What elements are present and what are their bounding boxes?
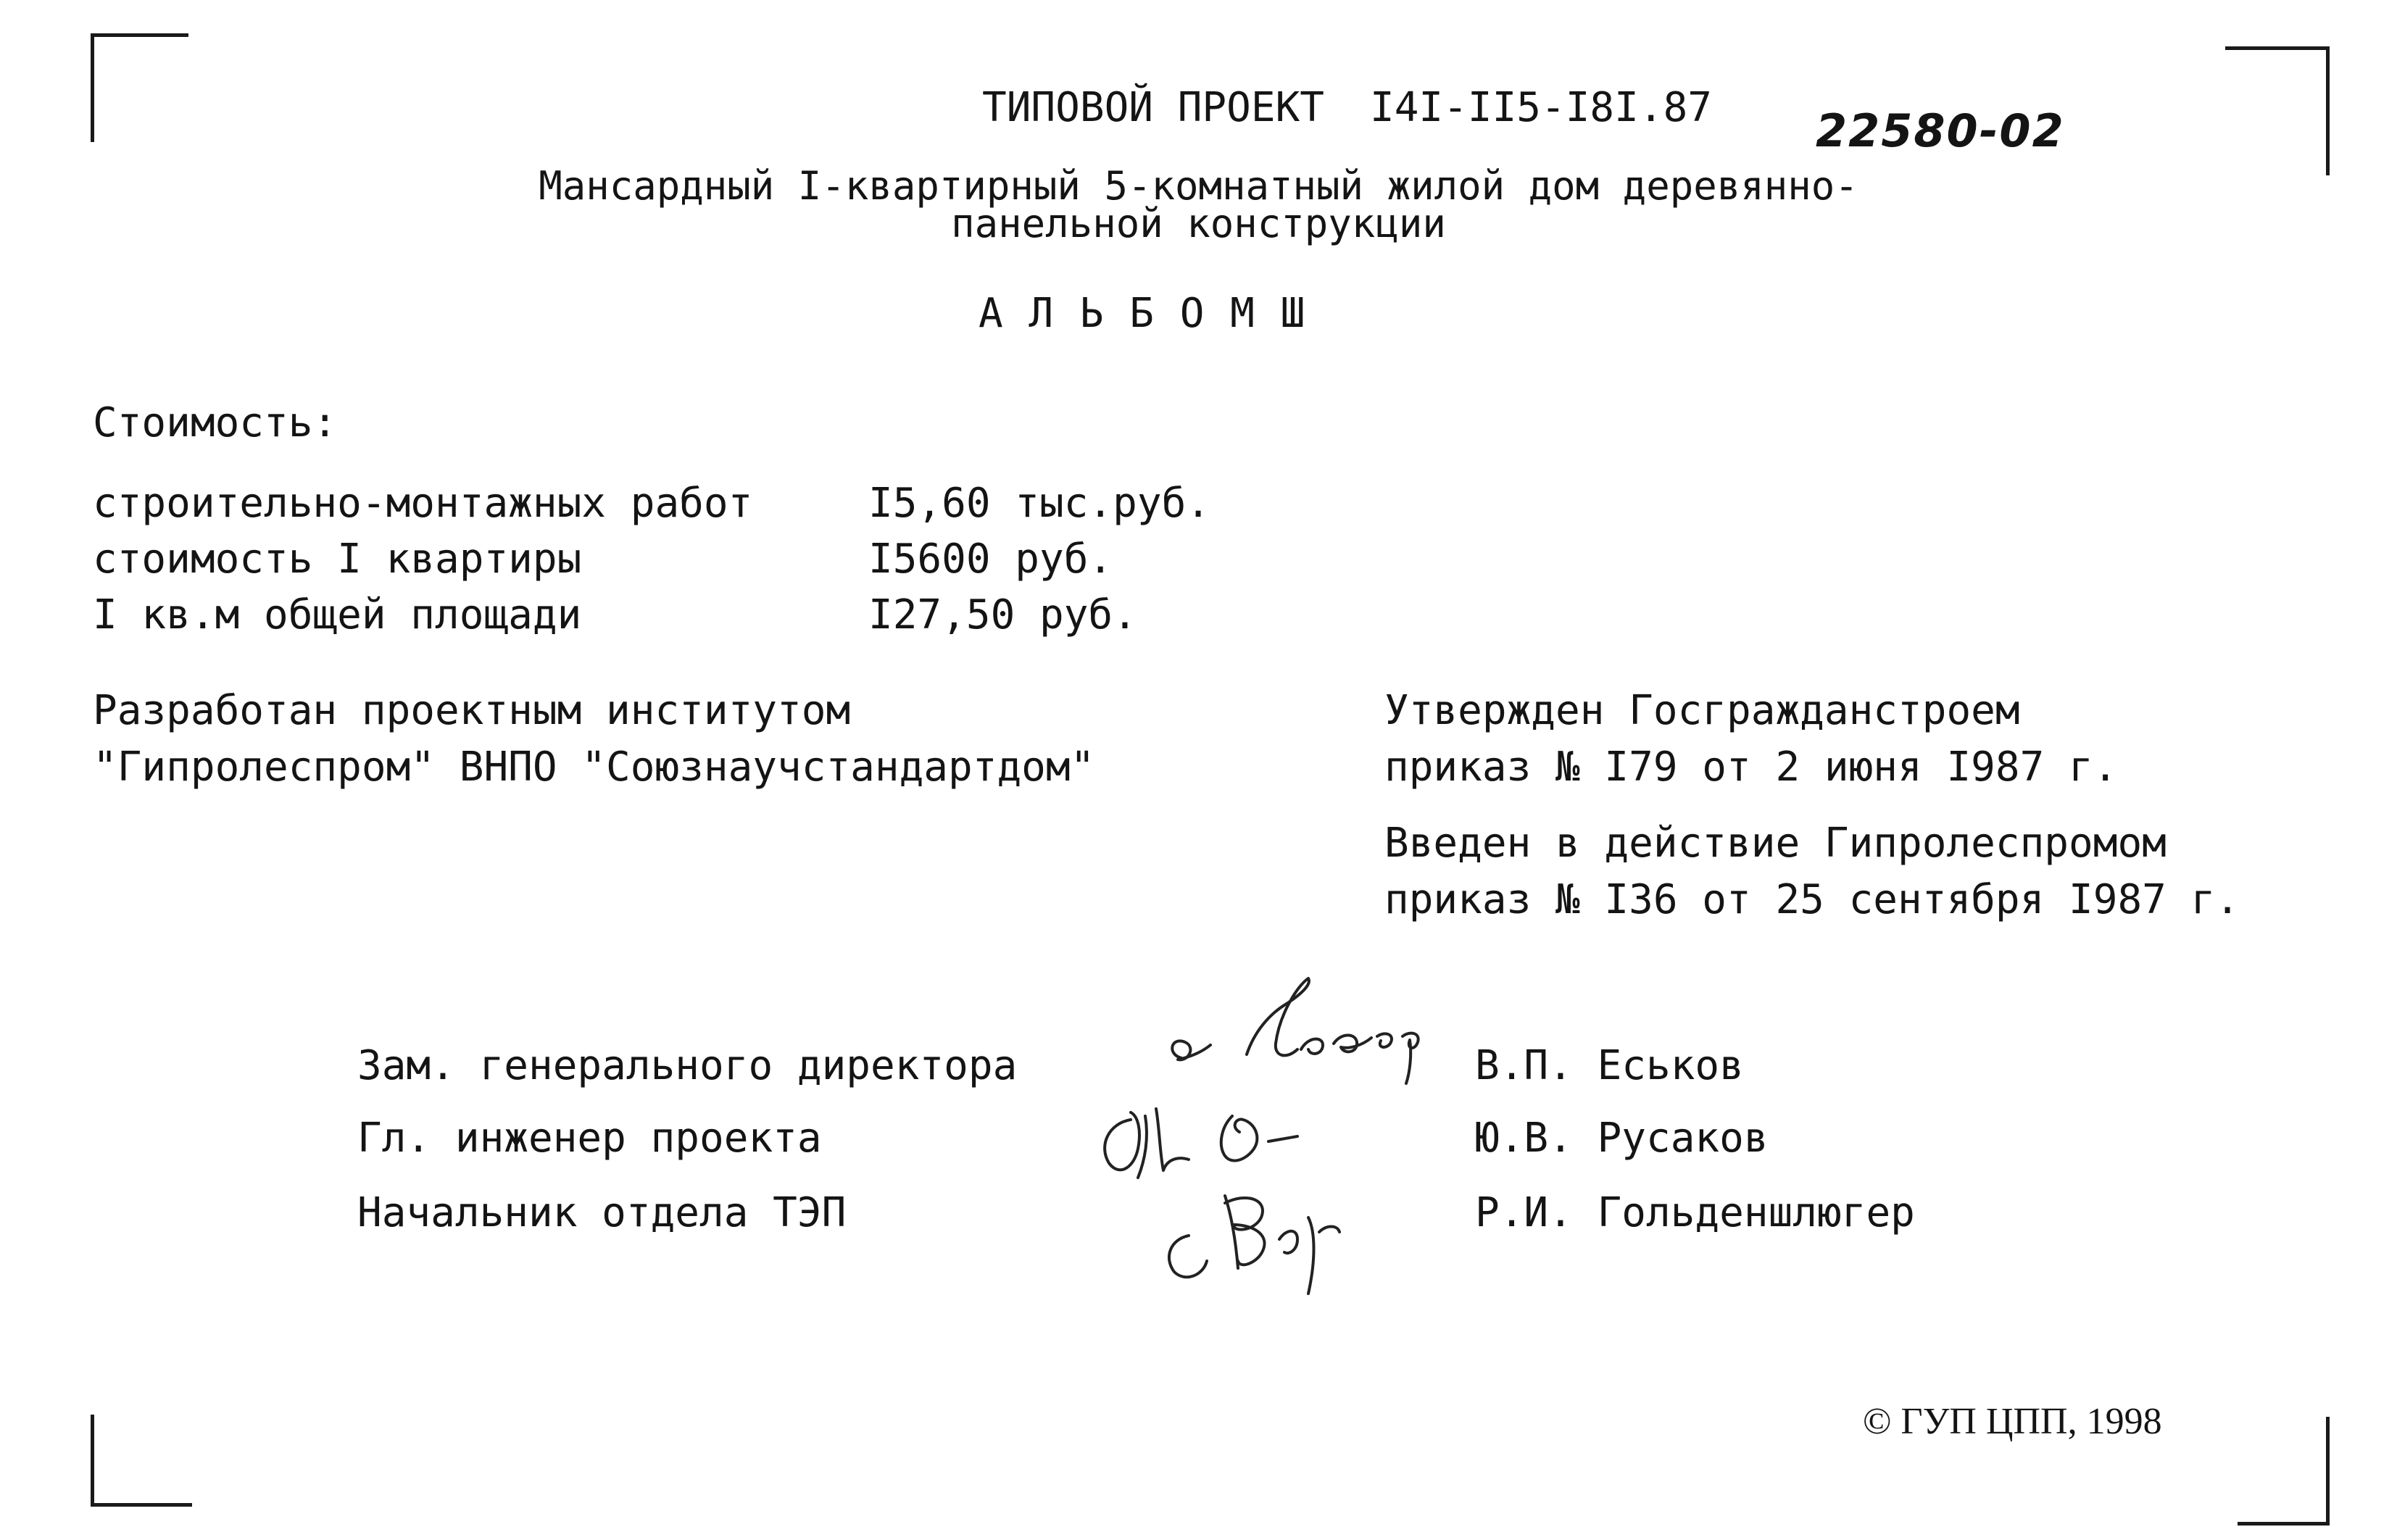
cost-item-value: I5,60 тыс.руб.: [868, 480, 1211, 527]
copyright: © ГУП ЦПП, 1998: [1863, 1401, 2162, 1442]
title-line-1: Мансардный I-квартирный 5-комнатный жилой дом деревянно-: [539, 163, 1858, 209]
signatory-position: Начальник отдела ТЭП: [357, 1189, 847, 1236]
corner-mark-bottom-right-h: [2238, 1522, 2330, 1526]
approval-line-2: приказ № I79 от 2 июня I987 г.: [1384, 744, 2118, 791]
project-code: I4I-II5-I8I.87: [1370, 84, 1713, 131]
cost-item-label: строительно-монтажных работ: [93, 480, 753, 527]
developer-line-1: Разработан проектным институтом: [93, 687, 851, 734]
cost-item-value: I5600 руб.: [868, 536, 1113, 583]
corner-mark-top-left-v: [91, 33, 94, 142]
series-label: ТИПОВОЙ ПРОЕКТ: [982, 84, 1325, 131]
cost-heading: Стоимость:: [93, 399, 338, 446]
signature-goldenshlyuger: [1152, 1174, 1392, 1301]
cost-item-label: I кв.м общей площади: [93, 591, 582, 638]
archive-number: 22580-02: [1816, 104, 2065, 157]
signature-eskov: [1160, 964, 1464, 1087]
developer-line-2: "Гипролеспром" ВНПО "Союзнаучстандартдом": [93, 744, 1095, 791]
corner-mark-bottom-left-v: [91, 1415, 94, 1507]
corner-mark-top-right-v: [2326, 46, 2330, 175]
signatory-position: Зам. генерального директора: [357, 1042, 1018, 1089]
album-title: А Л Ь Б О М Ш: [979, 290, 1305, 337]
corner-mark-top-right-h: [2225, 46, 2330, 50]
corner-mark-bottom-right-v: [2326, 1417, 2330, 1526]
approval-line-1: Утвержден Госгражданстроем: [1384, 687, 2020, 734]
signatory-name: В.П. Еськов: [1475, 1042, 1744, 1089]
signatory-name: Ю.В. Русаков: [1475, 1115, 1769, 1162]
corner-mark-bottom-left-h: [91, 1503, 192, 1507]
approval-line-4: приказ № I36 от 25 сентября I987 г.: [1384, 876, 2240, 923]
cost-item-label: стоимость I квартиры: [93, 536, 582, 583]
signatory-name: Р.И. Гольденшлюгер: [1475, 1189, 1915, 1236]
cost-item-value: I27,50 руб.: [868, 591, 1137, 638]
signatory-position: Гл. инженер проекта: [357, 1115, 822, 1162]
approval-line-3: Введен в действие Гипролеспромом: [1384, 820, 2167, 867]
corner-mark-top-left-h: [91, 33, 188, 37]
title-line-2: панельной конструкции: [951, 201, 1446, 246]
